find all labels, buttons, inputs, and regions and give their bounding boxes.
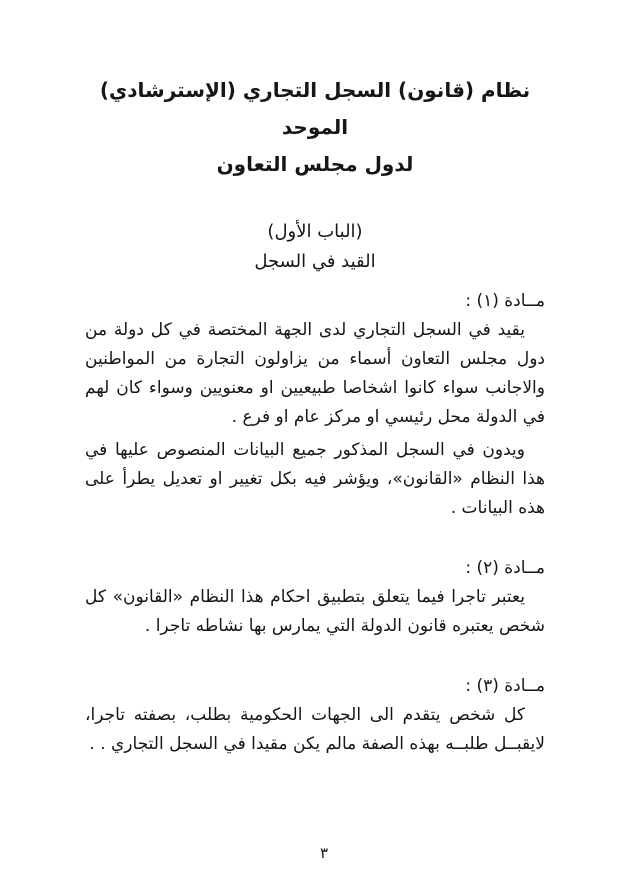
page-number: ٣ (319, 844, 329, 862)
article-3 (85, 672, 545, 759)
document-title-line1: نظام (قانون) السجل التجاري (الإسترشادي) الموحد (99, 78, 531, 139)
chapter-heading: (الباب الأول) (267, 221, 363, 242)
document-title (85, 0, 545, 183)
article-1-paragraph-1: يقيد في السجل التجاري لدى الجهة المختصة في كل دولة من دول مجلس التعاون أسماء من يزاولون التجارة من المواطنين والاجانب سواء كانوا اشخاصا طبيعيين او معنويين وسواء كان لهم في الدولة محل رئيسي او مركز عام او فرع . (85, 320, 545, 427)
chapter-subheading: القيد في السجل (254, 251, 376, 272)
article-1-heading: مــادة (١) : (465, 291, 545, 311)
document-title-line2: لدول مجلس التعاون (216, 152, 414, 176)
article-2-heading: مــادة (٢) : (465, 558, 545, 578)
article-1-paragraph-2: ويدون في السجل المذكور جميع البيانات المنصوص عليها في هذا النظام «القانون»، ويؤشر فيه بكل تغيير او تعديل يطرأ على هذه البيانات . (85, 440, 545, 518)
article-2-paragraph-1: يعتبر تاجرا فيما يتعلق بتطبيق احكام هذا النظام «القانون» كل شخص يعتبره قانون الدولة التي يمارس بها نشاطه تاجرا . (85, 587, 545, 636)
article-3-heading: مــادة (٣) : (465, 676, 545, 696)
article-2 (85, 554, 545, 641)
articles-section (85, 287, 545, 759)
article-1 (85, 287, 545, 523)
chapter-heading-block (85, 217, 545, 277)
article-3-paragraph-1: كل شخص يتقدم الى الجهات الحكومية بطلب، بصفته تاجرا، لايقبــل طلبــه بهذه الصفة مالم يكن مقيدا في السجل التجاري . . (85, 705, 545, 754)
